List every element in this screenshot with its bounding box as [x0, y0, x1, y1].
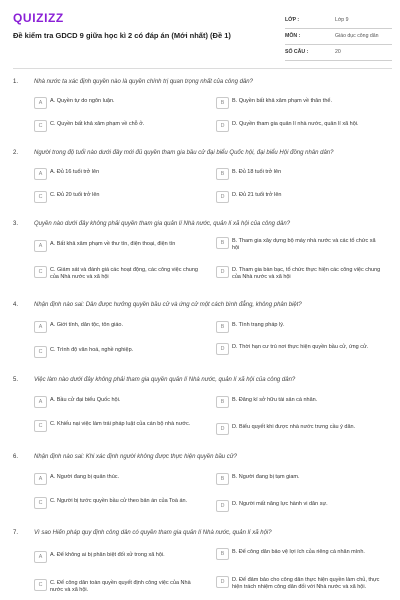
meta-row-subject: [285, 29, 392, 45]
option-letter: C: [34, 191, 47, 203]
option-letter: B: [216, 97, 229, 109]
question-number: 5.: [13, 377, 19, 383]
option-text: A. Người đang bị quản thúc.: [50, 474, 120, 480]
option-letter: B: [216, 473, 229, 485]
page-header: [0, 0, 400, 66]
question-number: 1.: [13, 79, 19, 85]
option-text: A. Bất khả xâm phạm về thư tín, điện thoại, điện tín: [50, 241, 176, 247]
option-letter: C: [34, 420, 47, 432]
meta-value: Giáo dục công dân: [335, 33, 379, 39]
question-text: Vì sao Hiến pháp quy định công dân có quyền tham gia quản lí Nhà nước, quản lí xã hội?: [34, 530, 272, 536]
option-letter: A: [34, 321, 47, 333]
option-text: D. Để đảm bảo cho công dân thực hiện quyền làm chủ, thực hiện trách nhiệm công dân đối với Nhà nước và xã hội.: [232, 577, 380, 591]
question-text: Nhận định nào sai: Khi xác định người không được thực hiện quyền bầu cử?: [34, 454, 237, 460]
quizizz-logo: QUIZIZZ: [13, 11, 64, 25]
option-text: D. Đủ 21 tuổi trở lên: [232, 192, 282, 198]
option-letter: A: [34, 473, 47, 485]
question-4: [13, 302, 395, 364]
option-letter: C: [34, 266, 47, 278]
question-text: Việc làm nào dưới đây không phải tham gia quyền quản lí Nhà nước, quản lí xã hội của công dân?: [34, 377, 296, 383]
option-letter: B: [216, 396, 229, 408]
option-text: C. Quyền bất khả xâm phạm về chỗ ở.: [50, 121, 145, 127]
option-text: C. Khiếu nại việc làm trái pháp luật của cán bộ nhà nước.: [50, 421, 191, 427]
option-letter: D: [216, 191, 229, 203]
header-divider: [13, 68, 392, 69]
question-text: Nhà nước ta xác định quyền nào là quyền chính trị quan trọng nhất của công dân?: [34, 79, 253, 85]
option-text: D. Tham gia bàn bạc, tổ chức thực hiện các công việc chung của Nhà nước và xã hội: [232, 267, 381, 281]
option-text: D. Thời hạn cư trú nơi thực hiện quyền bầu cử, ứng cử.: [232, 344, 369, 350]
option-text: B. Người đang bị tạm giam.: [232, 474, 300, 480]
option-text: B. Tham gia xây dựng bộ máy nhà nước và các tổ chức xã hội: [232, 238, 376, 252]
option-text: B. Đăng kí sở hữu tài sản cá nhân.: [232, 397, 318, 403]
option-text: A. Giới tính, dân tộc, tôn giáo.: [50, 322, 124, 328]
meta-row-class: [285, 13, 392, 29]
option-text: C. Giám sát và đánh giá các hoạt động, các công việc chung của Nhà nước và xã hội: [50, 267, 198, 281]
meta-row-count: [285, 45, 392, 61]
option-letter: B: [216, 548, 229, 560]
option-letter: A: [34, 240, 47, 252]
option-text: C. Người bị tước quyền bầu cử theo bản án của Toà án.: [50, 498, 188, 504]
option-text: B. Tình trạng pháp lý.: [232, 322, 285, 328]
question-text: Người trong độ tuổi nào dưới đây mới đủ quyền tham gia bầu cử đại biểu Quốc hội, đại biểu Hội đồng nhân dân?: [34, 150, 334, 156]
question-number: 6.: [13, 454, 19, 460]
question-number: 4.: [13, 302, 19, 308]
question-number: 2.: [13, 150, 19, 156]
option-letter: D: [216, 500, 229, 512]
option-letter: D: [216, 120, 229, 132]
question-text: Nhận định nào sai: Dân được hưởng quyền bầu cử và ứng cử một cách bình đẳng, không phân biệt?: [34, 302, 302, 308]
meta-label: SỐ CÂU :: [285, 49, 309, 55]
option-text: C. Đủ 20 tuổi trở lên: [50, 192, 100, 198]
option-text: B. Đủ 18 tuổi trở lên: [232, 169, 282, 175]
question-7: [13, 530, 395, 600]
question-3: [13, 221, 395, 287]
option-letter: C: [34, 579, 47, 591]
option-text: A. Để không ai bị phân biệt đối xử trong xã hội.: [50, 552, 165, 558]
option-letter: D: [216, 576, 229, 588]
question-number: 3.: [13, 221, 19, 227]
option-text: D. Người mất năng lực hành vi dân sự.: [232, 501, 328, 507]
question-6: [13, 454, 395, 516]
option-letter: A: [34, 551, 47, 563]
option-text: C. Trình độ văn hoá, nghề nghiệp.: [50, 347, 134, 353]
meta-table: [285, 13, 392, 61]
option-letter: D: [216, 266, 229, 278]
option-letter: B: [216, 237, 229, 249]
question-text: Quyền nào dưới đây không phải quyền tham gia quản lí Nhà nước, quản lí xã hội của công dân?: [34, 221, 291, 227]
option-letter: A: [34, 396, 47, 408]
option-letter: C: [34, 497, 47, 509]
option-letter: A: [34, 97, 47, 109]
document-title: Đề kiểm tra GDCD 9 giữa học kì 2 có đáp án (Mới nhất) (Đề 1): [13, 31, 231, 40]
meta-value: Lớp 9: [335, 17, 349, 23]
option-letter: B: [216, 168, 229, 180]
option-letter: B: [216, 321, 229, 333]
option-text: A. Bầu cử đại biểu Quốc hội.: [50, 397, 121, 403]
option-text: D. Biểu quyết khi được nhà nước trưng cầu ý dân.: [232, 424, 356, 430]
option-letter: D: [216, 423, 229, 435]
option-text: B. Để công dân bảo vệ lợi ích của riêng cá nhân mình.: [232, 549, 365, 555]
option-text: A. Đủ 16 tuổi trở lên: [50, 169, 100, 175]
option-text: B. Quyền bất khả xâm phạm về thân thể.: [232, 98, 332, 104]
option-letter: C: [34, 346, 47, 358]
question-1: [13, 79, 395, 139]
option-text: C. Để công dân toàn quyền quyết định công việc của Nhà nước và xã hội.: [50, 580, 191, 594]
option-text: D. Quyền tham gia quản lí nhà nước, quản lí xã hội.: [232, 121, 359, 127]
meta-label: LỚP :: [285, 17, 300, 23]
option-letter: A: [34, 168, 47, 180]
option-letter: D: [216, 343, 229, 355]
question-5: [13, 377, 395, 439]
option-text: A. Quyền tự do ngôn luận.: [50, 98, 115, 104]
meta-value: 20: [335, 49, 341, 55]
question-2: [13, 150, 395, 210]
meta-label: MÔN :: [285, 33, 301, 39]
option-letter: C: [34, 120, 47, 132]
question-number: 7.: [13, 530, 19, 536]
